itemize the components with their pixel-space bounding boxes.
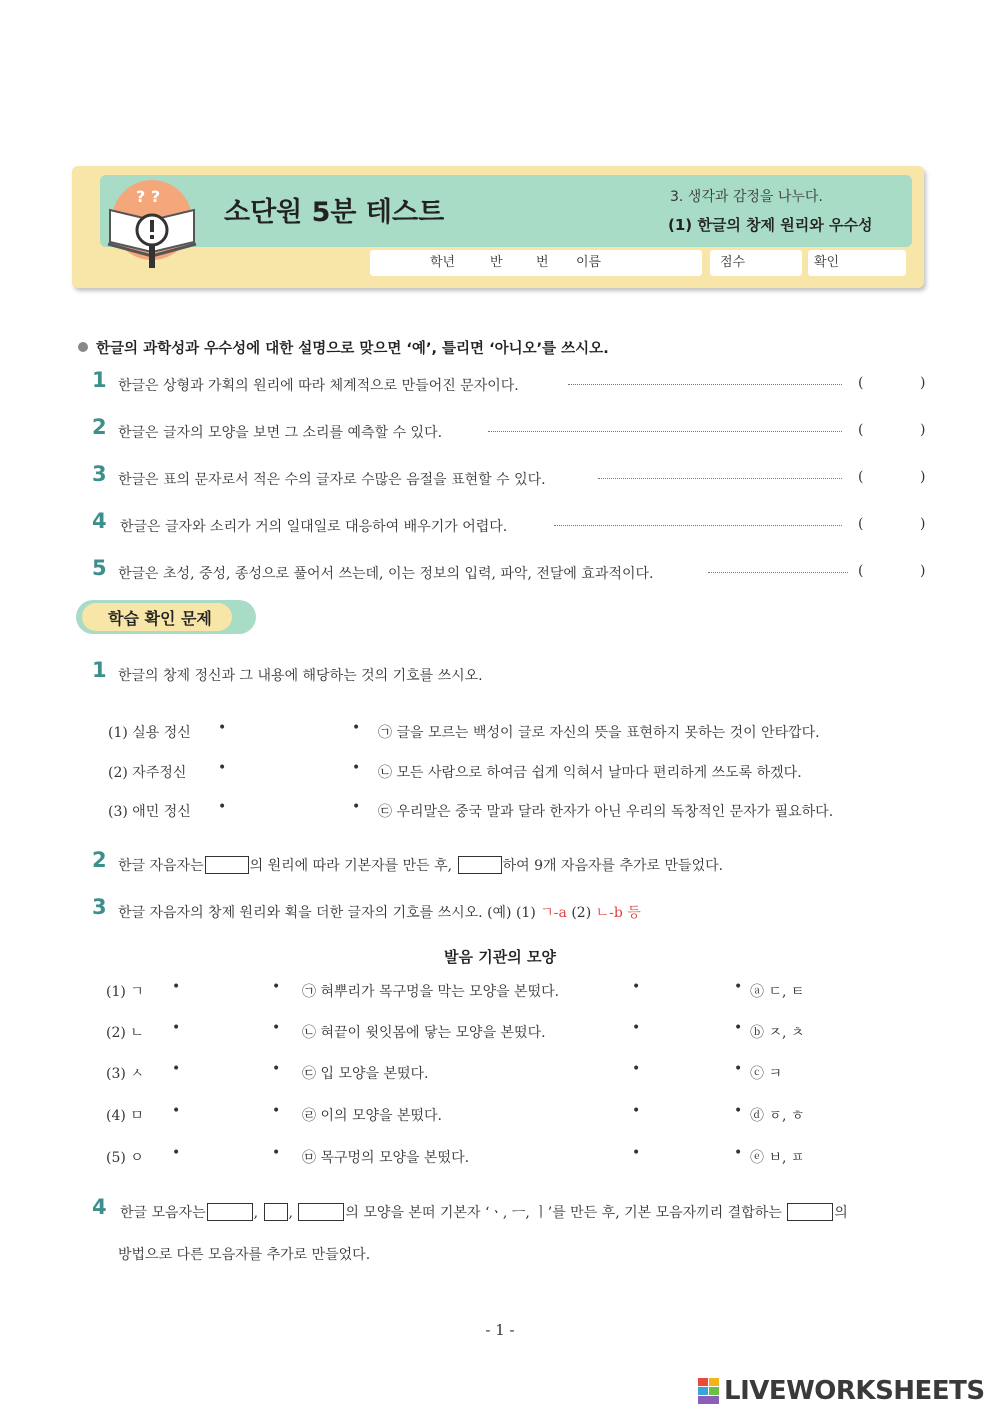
dot-leader bbox=[488, 431, 842, 432]
q3-right-item: ⓐ ㄷ, ㅌ bbox=[750, 984, 805, 1000]
match-dot[interactable]: • bbox=[734, 1020, 743, 1036]
tf-item-4-text: 한글은 글자와 소리가 거의 일대일로 대응하여 배우기가 어렵다. bbox=[120, 519, 508, 535]
match-dot[interactable]: • bbox=[632, 1020, 641, 1036]
liveworksheets-logo-icon bbox=[698, 1378, 720, 1404]
match-dot[interactable]: • bbox=[734, 1145, 743, 1161]
match-dot[interactable]: • bbox=[272, 1020, 281, 1036]
number-label: 번 bbox=[536, 255, 549, 270]
answer-paren-open: ( bbox=[858, 422, 864, 438]
answer-paren-open: ( bbox=[858, 563, 864, 579]
q3-middle-item: ㉤ 목구멍의 모양을 본떴다. bbox=[302, 1150, 470, 1166]
question-4-text: 한글 모음자는 , , 의 모양을 본떠 기본자 ‘ㆍ, ㅡ, ㅣ’를 만든 후, 기본 모음자끼리 결합하는 의 bbox=[120, 1205, 848, 1221]
class-label: 반 bbox=[490, 255, 503, 270]
answer-field-4[interactable] bbox=[868, 513, 918, 535]
q1-left-item: (1) 실용 정신 bbox=[108, 725, 191, 741]
check-label: 확인 bbox=[814, 255, 840, 270]
question-2-text: 한글 자음자는 의 원리에 따라 기본자를 만든 후, 하여 9개 자음자를 추가로 만들었다. bbox=[118, 858, 724, 874]
q1-right-item: ㉡ 모든 사람으로 하여금 쉽게 익혀서 날마다 편리하게 쓰도록 하겠다. bbox=[378, 765, 802, 781]
answer-field-2[interactable] bbox=[868, 419, 918, 441]
section-badge-label: 학습 확인 문제 bbox=[108, 609, 212, 628]
name-label: 이름 bbox=[576, 255, 602, 270]
match-dot[interactable]: • bbox=[632, 979, 641, 995]
q3-middle-item: ㉠ 혀뿌리가 목구멍을 막는 모양을 본떴다. bbox=[302, 984, 560, 1000]
lesson-subtitle: (1) 한글의 창제 원리와 우수성 bbox=[668, 216, 873, 234]
match-dot-right[interactable]: • bbox=[352, 720, 361, 736]
blank-box[interactable] bbox=[458, 856, 502, 874]
brand-logo-text: LIVEWORKSHEETS bbox=[724, 1376, 985, 1406]
match-dot-right[interactable]: • bbox=[352, 760, 361, 776]
tf-item-1-text: 한글은 상형과 가획의 원리에 따라 체계적으로 만들어진 문자이다. bbox=[118, 378, 519, 394]
tf-item-5-text: 한글은 초성, 중성, 종성으로 풀어서 쓰는데, 이는 정보의 입력, 파악, 전달에 효과적이다. bbox=[118, 566, 654, 582]
match-dot[interactable]: • bbox=[272, 979, 281, 995]
blank-box[interactable] bbox=[787, 1203, 833, 1221]
score-box bbox=[710, 250, 802, 276]
answer-paren-open: ( bbox=[858, 375, 864, 391]
check-box bbox=[808, 250, 906, 276]
page-number: - 1 - bbox=[485, 1321, 515, 1339]
answer-paren-close: ) bbox=[920, 563, 926, 579]
match-dot[interactable]: • bbox=[172, 1103, 181, 1119]
score-label: 점수 bbox=[720, 255, 746, 270]
student-info-box bbox=[370, 250, 702, 276]
blank-box[interactable] bbox=[207, 1203, 253, 1221]
match-dot[interactable]: • bbox=[272, 1145, 281, 1161]
q3-right-item: ⓒ ㅋ bbox=[750, 1066, 782, 1082]
answer-paren-open: ( bbox=[858, 469, 864, 485]
q3-left-item: (5) ㅇ bbox=[106, 1150, 144, 1166]
question-3-num: 3 bbox=[92, 895, 107, 919]
tf-item-3: 3 bbox=[92, 462, 107, 486]
match-dot[interactable]: • bbox=[172, 1020, 181, 1036]
q3-right-item: ⓑ ㅈ, ㅊ bbox=[750, 1025, 805, 1041]
match-dot[interactable]: • bbox=[172, 1061, 181, 1077]
page-title: 소단원 5분 테스트 bbox=[224, 197, 445, 228]
tf-item-2-text: 한글은 글자의 모양을 보면 그 소리를 예측할 수 있다. bbox=[118, 425, 443, 441]
match-dot[interactable]: • bbox=[734, 1103, 743, 1119]
book-question-icon bbox=[100, 180, 208, 275]
q3-middle-item: ㉣ 이의 모양을 본떴다. bbox=[302, 1108, 442, 1124]
q3-right-item: ⓓ ㆆ, ㅎ bbox=[750, 1108, 805, 1124]
q3-middle-item: ㉡ 혀끝이 윗잇몸에 닿는 모양을 본떴다. bbox=[302, 1025, 546, 1041]
question-1-text: 한글의 창제 정신과 그 내용에 해당하는 것의 기호를 쓰시오. bbox=[118, 668, 483, 684]
match-dot[interactable]: • bbox=[734, 1061, 743, 1077]
question-2-num: 2 bbox=[92, 848, 107, 872]
question-4-num: 4 bbox=[92, 1195, 107, 1219]
table-title: 발음 기관의 모양 bbox=[444, 948, 556, 966]
section-instruction: 한글의 과학성과 우수성에 대한 설명으로 맞으면 ‘예’, 틀리면 ‘아니오’를 쓰시오. bbox=[78, 337, 609, 358]
unit-label: 3. 생각과 감정을 나누다. bbox=[670, 189, 823, 205]
answer-field-5[interactable] bbox=[868, 560, 918, 582]
match-dot[interactable]: • bbox=[632, 1145, 641, 1161]
answer-paren-open: ( bbox=[858, 516, 864, 532]
grade-label: 학년 bbox=[430, 255, 456, 270]
tf-item-1: 1 bbox=[92, 368, 107, 392]
q3-left-item: (3) ㅅ bbox=[106, 1066, 144, 1082]
match-dot[interactable]: • bbox=[172, 979, 181, 995]
dot-leader bbox=[708, 572, 848, 573]
q3-left-item: (2) ㄴ bbox=[106, 1025, 144, 1041]
answer-paren-close: ) bbox=[920, 469, 926, 485]
answer-paren-close: ) bbox=[920, 516, 926, 532]
q1-left-item: (3) 애민 정신 bbox=[108, 804, 191, 820]
q1-left-item: (2) 자주정신 bbox=[108, 765, 187, 781]
match-dot-left[interactable]: • bbox=[218, 760, 227, 776]
dot-leader bbox=[598, 478, 842, 479]
blank-box[interactable] bbox=[264, 1203, 288, 1221]
q3-right-item: ⓔ ㅂ, ㅍ bbox=[750, 1150, 805, 1166]
match-dot[interactable]: • bbox=[272, 1061, 281, 1077]
tf-item-5: 5 bbox=[92, 556, 107, 580]
bullet-icon bbox=[78, 342, 88, 352]
q3-middle-item: ㉢ 입 모양을 본떴다. bbox=[302, 1066, 429, 1082]
q3-left-item: (4) ㅁ bbox=[106, 1108, 144, 1124]
tf-item-4: 4 bbox=[92, 509, 107, 533]
answer-paren-close: ) bbox=[920, 375, 926, 391]
svg-text:? ?: ? ? bbox=[136, 187, 161, 206]
match-dot[interactable]: • bbox=[632, 1061, 641, 1077]
blank-box[interactable] bbox=[298, 1203, 344, 1221]
answer-field-1[interactable] bbox=[868, 372, 918, 394]
q1-right-item: ㉠ 글을 모르는 백성이 글로 자신의 뜻을 표현하지 못하는 것이 안타깝다. bbox=[378, 725, 820, 741]
answer-paren-close: ) bbox=[920, 422, 926, 438]
match-dot[interactable]: • bbox=[272, 1103, 281, 1119]
match-dot-left[interactable]: • bbox=[218, 799, 227, 815]
dot-leader bbox=[568, 384, 842, 385]
q1-right-item: ㉢ 우리말은 중국 말과 달라 한자가 아닌 우리의 독창적인 문자가 필요하다. bbox=[378, 804, 834, 820]
match-dot-left[interactable]: • bbox=[218, 720, 227, 736]
match-dot[interactable]: • bbox=[632, 1103, 641, 1119]
dot-leader bbox=[554, 525, 842, 526]
question-3-text: 한글 자음자의 창제 원리와 획을 더한 글자의 기호를 쓰시오. (예) (1) ㄱ-a (2) ㄴ-b 등 bbox=[118, 905, 641, 921]
question-1-num: 1 bbox=[92, 658, 107, 682]
match-dot-right[interactable]: • bbox=[352, 799, 361, 815]
match-dot[interactable]: • bbox=[734, 979, 743, 995]
q3-left-item: (1) ㄱ bbox=[106, 984, 144, 1000]
tf-item-2: 2 bbox=[92, 415, 107, 439]
question-4-text-line2: 방법으로 다른 모음자를 추가로 만들었다. bbox=[118, 1247, 371, 1263]
answer-field-3[interactable] bbox=[868, 466, 918, 488]
blank-box[interactable] bbox=[205, 856, 249, 874]
tf-item-3-text: 한글은 표의 문자로서 적은 수의 글자로 수많은 음절을 표현할 수 있다. bbox=[118, 472, 546, 488]
match-dot[interactable]: • bbox=[172, 1145, 181, 1161]
